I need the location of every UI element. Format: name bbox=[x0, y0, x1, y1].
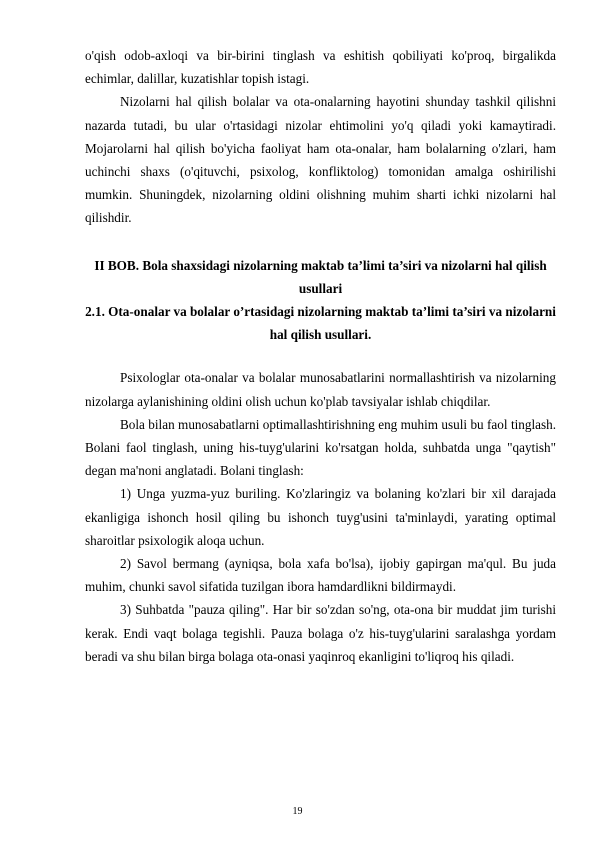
paragraph-continuation: o'qish odob-axloqi va bir-birini tinglash va eshitish qobiliyati ko'proq, birgalikda echimlar, dalillar, kuzatishlar topish istagi. bbox=[85, 48, 556, 87]
page-number: 19 bbox=[292, 806, 303, 817]
section-heading: 2.1. Ota-onalar va bolalar o’rtasidagi nizolarning maktab ta’limi ta’siri va nizolarni hal qilish usullari. bbox=[85, 304, 556, 343]
paragraph-psychologists: Psixologlar ota-onalar va bolalar munosabatlarini normallashtirish va nizolarning nizolarga aylanishining oldini olish uchun ko'plab tavsiyalar ishlab chiqdilar. bbox=[85, 370, 556, 409]
list-item-face-to-face: 1) Unga yuzma-yuz buriling. Ko'zlaringiz va bolaning ko'zlari bir xil darajada ekanligiga ishonch hosil qiling bu ishonch tuyg'usini ta'minlaydi, yarating optimal sharoitlar psixologik aloqa uchun. bbox=[85, 486, 556, 548]
spacer bbox=[85, 346, 556, 366]
document-page bbox=[85, 44, 556, 668]
paragraph-conflict-resolution: Nizolarni hal qilish bolalar va ota-onalarning hayotini shunday tashkil qilishni nazarda tutadi, bu ular o'rtasidagi nizolar ehtimolini yo'q qiladi yoki kamaytiradi. Mojarolarni hal qilish bo'yicha faoliyat ham ota-onalar, ham bolalarning o'zlari, ham uchinchi shaxs (o'qituvchi, psixolog, konfliktolog) tomonidan amalga oshirilishi mumkin. Shuningdek, nizolarning oldini olishning muhim sharti ichki nizolarni hal qilishdir. bbox=[85, 94, 556, 226]
spacer bbox=[85, 230, 556, 254]
list-item-pause: 3) Suhbatda "pauza qiling". Har bir so'zdan so'ng, ota-ona bir muddat jim turishi kerak. Endi vaqt bolaga tegishli. Pauza bolaga o'z his-tuyg'ularini saralashga yordam beradi va shu bilan birga bolaga ota-onasi yaqinroq ekanligini to'liqroq his qiladi. bbox=[85, 602, 556, 664]
list-item-no-questions: 2) Savol bermang (ayniqsa, bola xafa bo'lsa), ijobiy gapirgan ma'qul. Bu juda muhim, chunki savol sifatida tuzilgan ibora hamdardlikni bildirmaydi. bbox=[85, 556, 556, 595]
paragraph-active-listening: Bola bilan munosabatlarni optimallashtirishning eng muhim usuli bu faol tinglash. Bolani faol tinglash, uning his-tuyg'ularini ko'rsatgan holda, suhbatda unga "qaytish" degan ma'noni anglatadi. Bolani tinglash: bbox=[85, 416, 556, 479]
chapter-heading: II BOB. Bola shaxsidagi nizolarning maktab ta’limi ta’siri va nizolarni hal qilish usullari bbox=[94, 257, 547, 296]
